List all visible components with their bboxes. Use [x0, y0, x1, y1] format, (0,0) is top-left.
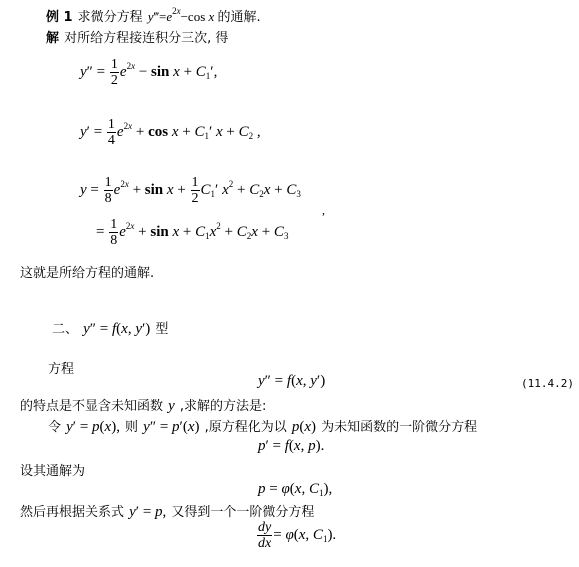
solution-label: 解	[46, 31, 60, 46]
rel-eq: y′ = p,	[129, 504, 167, 520]
section-heading	[52, 318, 168, 338]
let-text: 令	[48, 420, 62, 435]
px-var: p(x)	[291, 419, 316, 435]
equation-2: y′ = $\frac{1}{4}$ $e^{2x} + \cos x + C_1'$ $x + C_2$ ,	[80, 117, 261, 148]
solution-text: 对所给方程接连积分三次, 得	[64, 31, 229, 46]
example-suffix: 的通解.	[217, 10, 261, 25]
example-equation: $y‴=e^{2x}-\cos$ x	[147, 6, 215, 24]
equation-1: y″ = $\frac{1}{2}$ $e^{2x} - \sin x + C_1'$,	[80, 57, 218, 88]
feature-rest: ,求解的方法是:	[179, 399, 267, 414]
then-again-text: 然后再根据关系式	[20, 505, 125, 520]
feature-var: y	[168, 398, 175, 414]
then-again-line	[20, 501, 314, 521]
equation-4: = $\frac{1}{8}$ $e^{2x} + \sin x + C_1x^2 + C_2x + C_3$	[96, 217, 289, 248]
transform-text: ,原方程化为以	[204, 420, 287, 435]
section-title-suffix: 型	[155, 322, 169, 337]
conclusion-text: 这就是所给方程的通解.	[20, 266, 155, 281]
final-equation: $\frac{dy}{dx}$ = φ(x, $C_1$).	[258, 520, 337, 551]
let-eq2: y″ = p′(x)	[143, 419, 200, 435]
transform-rest: 为未知函数的一阶微分方程	[321, 420, 478, 435]
solution-line	[46, 27, 228, 46]
example-text: 求微分方程	[77, 10, 143, 25]
equation-3: y = $\frac{1}{8}$ $e^{2x} + \sin x$ + $\frac{1}{2}$ $C_1'$ $x^2 + C_2x + C_3$	[80, 175, 301, 206]
general-text: 设其通解为	[20, 464, 86, 479]
section-title-math: y″ = f(x, y′)	[83, 321, 151, 337]
equation-number: (11.4.2)	[521, 377, 574, 390]
feature-text: 的特点是不显含未知函数	[20, 399, 164, 414]
main-equation: y″ = f(x, y′)	[258, 373, 326, 389]
let-line	[48, 416, 477, 436]
let-eq1: y′ = p(x),	[66, 419, 120, 435]
feature-line	[20, 395, 266, 415]
eq-p: p′ = f(x, p).	[258, 438, 325, 454]
section-number: 二、	[52, 322, 79, 337]
eq-phi: p = φ(x, $C_1$),	[258, 481, 333, 498]
then-text: 则	[125, 420, 139, 435]
fangcheng-label: 方程	[48, 362, 75, 377]
then-rest-text: 又得到一个一阶微分方程	[171, 505, 315, 520]
example-label: 例 1	[46, 10, 73, 25]
example-line	[46, 6, 261, 25]
equation-3-comma: ,	[322, 203, 325, 217]
